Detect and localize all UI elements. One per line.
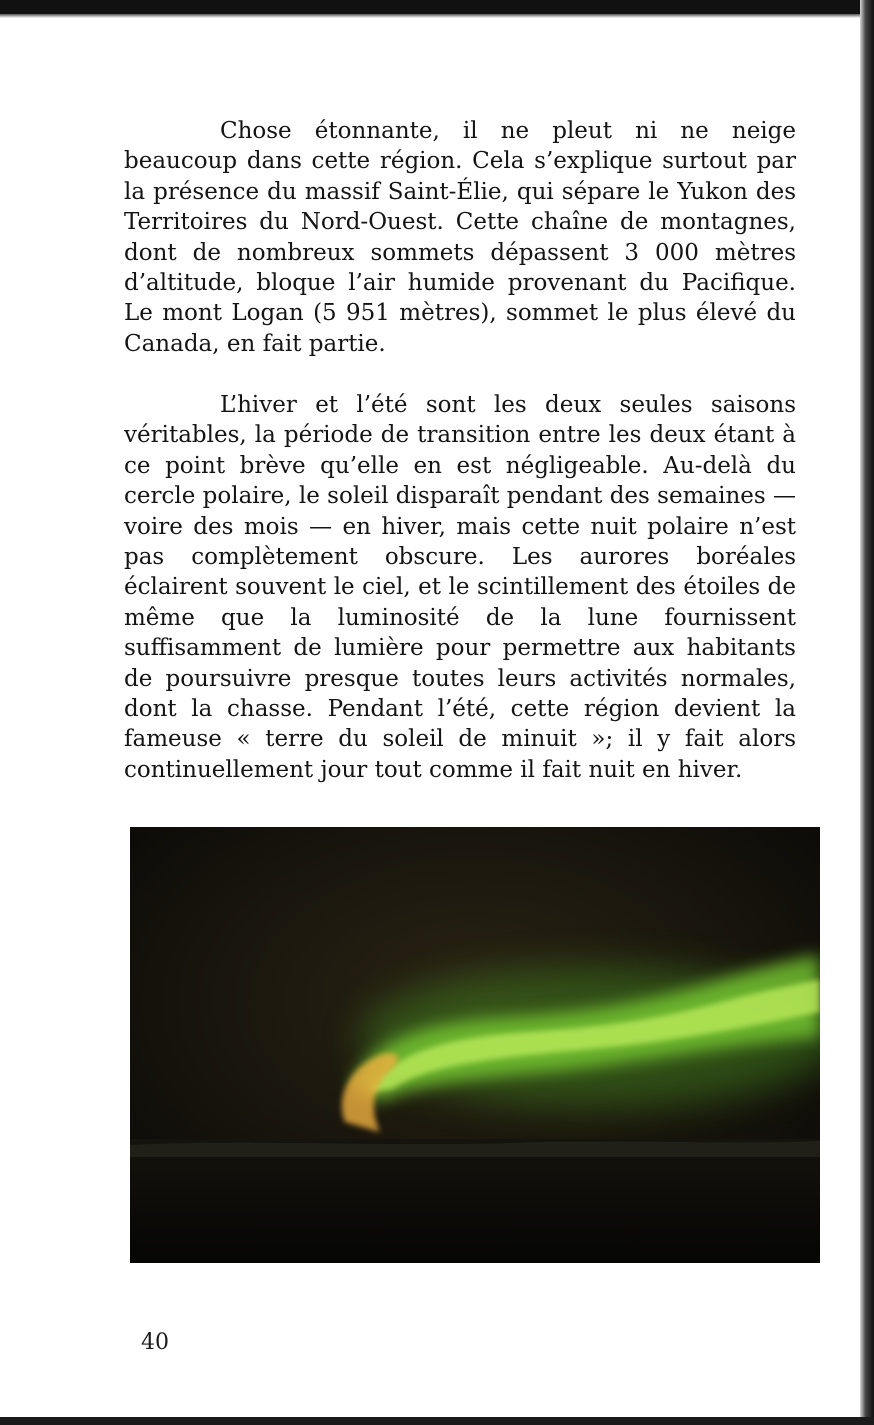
aurora-borealis-photo [130, 827, 820, 1263]
paragraph-1-text: Chose étonnante, il ne pleut ni ne neige beaucoup dans cette région. Cela s’explique surtout par la présence du massif Saint-Élie, qui sépare le Yukon des Territoires du Nord-Ouest. Cette chaîne de montagnes, dont de nombreux sommets dépassent 3 000 mètres d’altitude, bloque l’air humide provenant du Pacifique. Le mont Logan (5 951 mètres), sommet le plus élevé du Canada, en fait partie. [124, 118, 796, 357]
scan-top-edge [0, 0, 874, 14]
page-number: 40 [141, 1330, 169, 1355]
scan-right-edge [860, 0, 874, 1425]
paragraph-2 [124, 390, 796, 785]
paragraph-2-text: L’hiver et l’été sont les deux seules saisons véritables, la période de transition entre les deux étant à ce point brève qu’elle en est négligeable. Au-delà du cercle polaire, le soleil disparaît pendant des semaines — voire des mois — en hiver, mais cette nuit polaire n’est pas complètement obscure. Les aurores boréales éclairent souvent le ciel, et le scintillement des étoiles de même que la luminosité de la lune fournissent suffisamment de lumière pour permettre aux habitants de poursuivre presque toutes leurs activités normales, dont la chasse. Pendant l’été, cette région devient la fameuse « terre du soleil de minuit »; il y fait alors continuellement jour tout comme il fait nuit en hiver. [124, 392, 796, 783]
paragraph-1 [124, 116, 796, 359]
dark-landscape [130, 1139, 820, 1263]
aurora-photo-drawing [130, 827, 820, 1263]
scan-bottom-edge [0, 1417, 874, 1425]
